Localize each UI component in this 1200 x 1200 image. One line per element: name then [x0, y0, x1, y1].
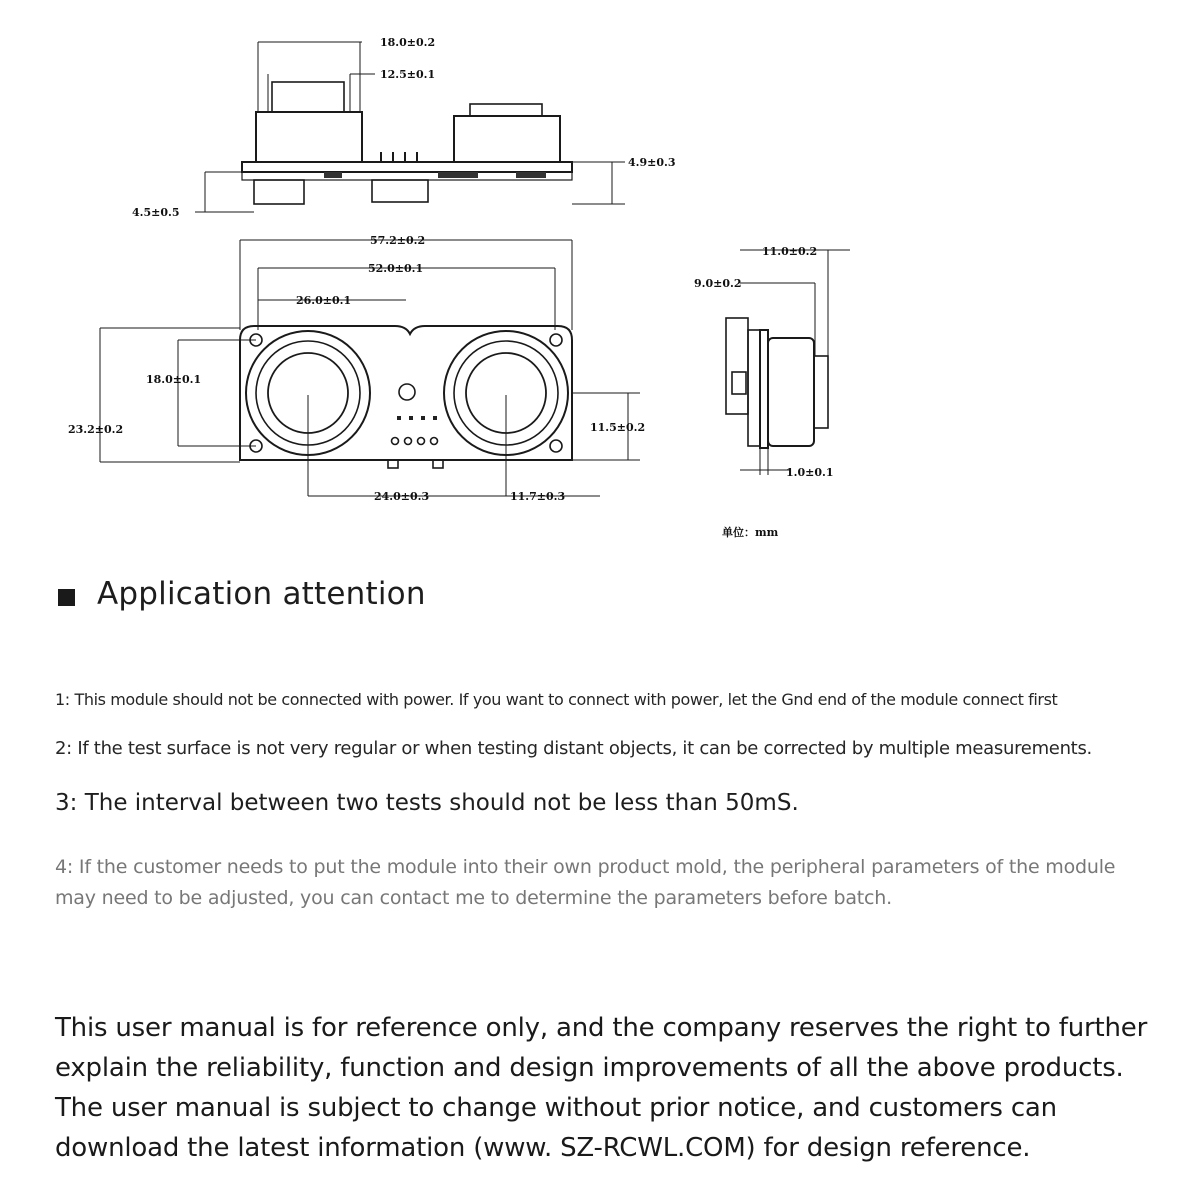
note-4: 4: If the customer needs to put the module into their own product mold, the peripheral parameters of the module may need to be adjusted, you can contact me to determine the parameters before batch.: [55, 856, 1116, 909]
section-heading: [58, 576, 426, 612]
dimension-drawing: [0, 0, 1200, 560]
note-3: 3: The interval between two tests should not be less than 50mS.: [55, 790, 799, 816]
dim-board-height: 23.2±0.2: [68, 423, 124, 436]
bullet-square-icon: [58, 589, 75, 606]
note-1: 1: This module should not be connected with power. If you want to connect with power, let the Gnd end of the module connect first: [55, 690, 1058, 709]
dim-side-depth-inner: 9.0±0.2: [694, 277, 742, 290]
note-2: 2: If the test surface is not very regular or when testing distant objects, it can be corrected by multiple measurements.: [55, 738, 1092, 759]
dim-side-height-right: 4.9±0.3: [628, 156, 676, 169]
dim-board-length: 57.2±0.2: [370, 234, 426, 247]
side-view: [726, 250, 850, 475]
dim-top-width-inner: 12.5±0.1: [380, 68, 436, 81]
dim-pcb-thickness: 1.0±0.1: [786, 466, 834, 479]
dim-hole-vertical-spacing: 18.0±0.1: [146, 373, 202, 386]
dim-right-offset: 11.7±0.3: [510, 490, 566, 503]
dim-transducer-offset: 26.0±0.1: [296, 294, 352, 307]
dim-hole-spacing: 52.0±0.1: [368, 262, 424, 275]
disclaimer: This user manual is for reference only, and the company reserves the right to further explain the reliability, function and design improvements of all the above products. The user manual is subject to change without prior notice, and customers can download the latest information (www. SZ-RCWL.COM) for design reference.: [55, 1013, 1148, 1163]
unit-note: 单位：mm: [722, 526, 779, 539]
section-title: Application attention: [97, 576, 426, 612]
dim-top-width-outer: 18.0±0.2: [380, 36, 436, 49]
dim-side-height-left: 4.5±0.5: [132, 206, 180, 219]
dim-transducer-spacing: 24.0±0.3: [374, 490, 430, 503]
dim-center-height-right: 11.5±0.2: [590, 421, 646, 434]
dim-side-depth-outer: 11.0±0.2: [762, 245, 818, 258]
front-view: [100, 240, 640, 496]
